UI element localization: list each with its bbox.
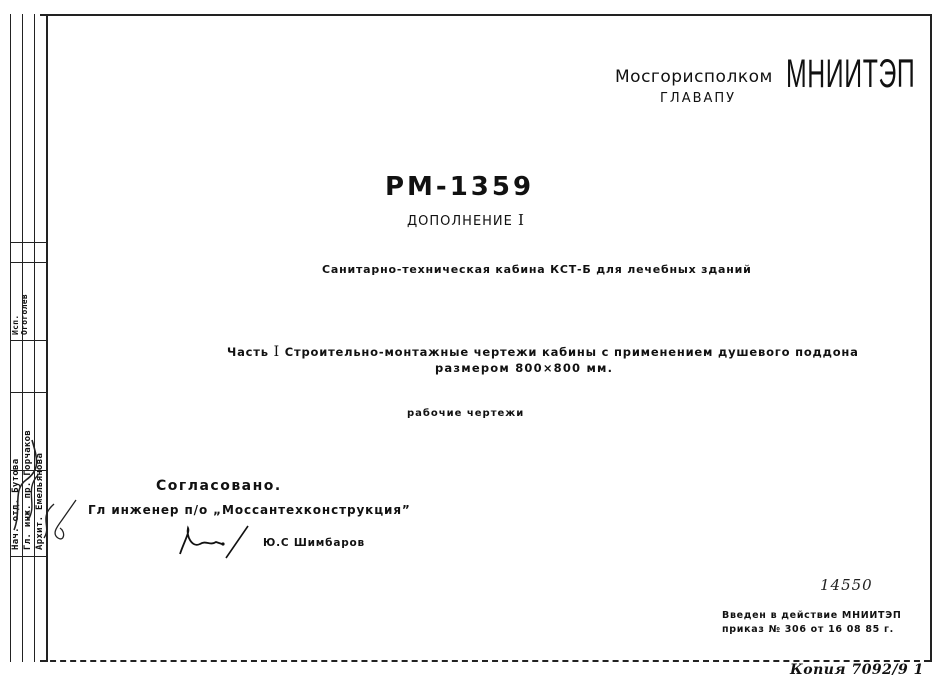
signer-name: Ю.С Шимбаров: [263, 537, 365, 549]
strip-line: [34, 14, 35, 662]
stamp-col-4: Исп. Огоголев: [11, 294, 29, 335]
intro-line-1: Введен в действие МНИИТЭП: [722, 610, 902, 621]
agreed-label: Согласовано.: [156, 478, 282, 494]
document-subject: Санитарно-техническая кабина КСТ-Б для лечебных зданий: [322, 263, 752, 276]
handwritten-number: 14550: [820, 576, 873, 594]
intro-line-2: приказ № 306 от 16 08 85 г.: [722, 624, 894, 635]
part-title: Строительно-монтажные чертежи кабины с применением душевого поддона: [284, 345, 859, 359]
signature-icon: [176, 524, 252, 560]
institute-logo: МНИИТЭП: [786, 52, 916, 96]
copy-number: Копия 7092/9 1: [790, 662, 924, 678]
strip-line: [22, 14, 23, 662]
stamp-col-3: Архит. Емельянова: [35, 452, 45, 550]
frame-top-border: [40, 14, 930, 16]
margin-signature-icon: [48, 498, 78, 544]
drawing-type: рабочие чертежи: [407, 408, 525, 419]
engineer-title: Гл инженер п/о „Моссантехконструкция”: [88, 503, 411, 517]
strip-line: [10, 14, 11, 662]
strip-divider: [10, 556, 46, 557]
supplement-line: [407, 211, 525, 229]
supplement-prefix: ДОПОЛНЕНИЕ: [407, 214, 513, 229]
part-line: [227, 344, 859, 360]
stamp-col-2: Гл. инж. пр. Горчаков: [23, 429, 33, 550]
part-number: I: [273, 344, 280, 360]
frame-left-border: [46, 14, 48, 662]
stamp-col-1: Нач. отд. Бутова: [11, 458, 21, 550]
frame-right-border: [930, 14, 932, 662]
part-prefix: Часть: [227, 345, 269, 359]
document-code: РМ-1359: [385, 172, 535, 202]
strip-divider: [10, 340, 46, 341]
part-size: размером 800×800 мм.: [435, 361, 614, 375]
org-name: Мосгорисполком: [615, 67, 773, 87]
org-department: ГЛАВАПУ: [660, 91, 737, 106]
strip-divider: [10, 262, 46, 263]
strip-divider: [10, 242, 46, 243]
strip-divider: [10, 392, 46, 393]
supplement-number: I: [518, 211, 525, 229]
